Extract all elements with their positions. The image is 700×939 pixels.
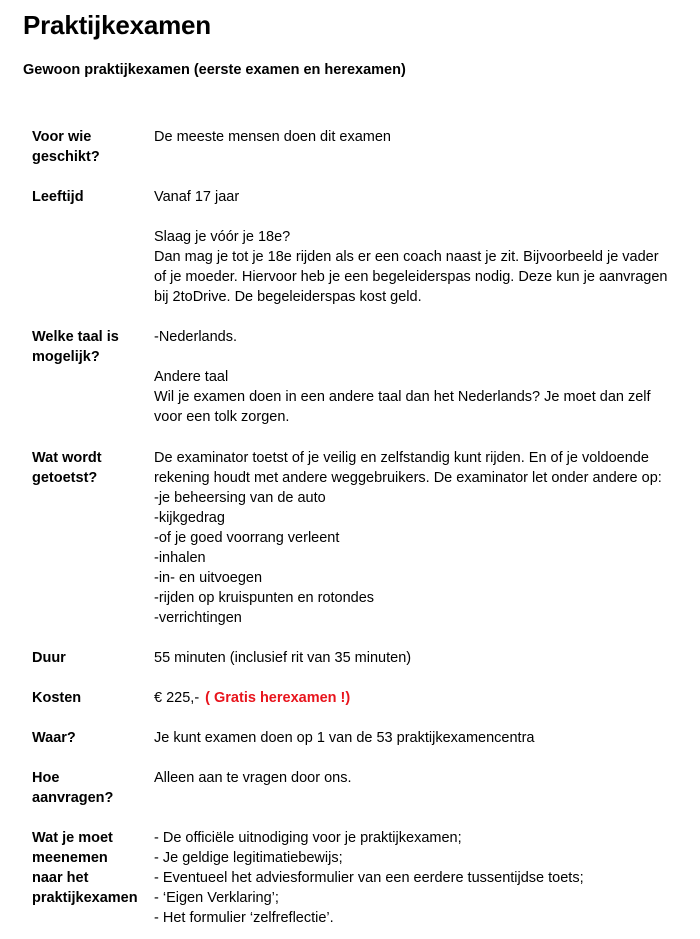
- label-line: Welke taal is: [32, 329, 119, 345]
- value-voor-wie: [154, 127, 694, 147]
- value-line: bij 2toDrive. De begeleiderspas kost geld.: [154, 289, 422, 305]
- value-line: -of je goed voorrang verleent: [154, 530, 340, 546]
- label-line: aanvragen?: [32, 790, 114, 806]
- value-line: -je beheersing van de auto: [154, 490, 326, 506]
- value-line: of je moeder. Hiervoor heb je een begeleiderspas nodig. Deze kun je aanvragen: [154, 269, 668, 285]
- value-line: rekening houdt met andere weggebruikers. De examinator let onder andere op:: [154, 470, 662, 486]
- label-leeftijd: [32, 187, 147, 207]
- label-kosten: [32, 688, 147, 708]
- value-line: Andere taal: [154, 369, 229, 385]
- value-aanvragen: [154, 768, 694, 788]
- value-line: -in- en uitvoegen: [154, 570, 263, 586]
- label-duur: [32, 648, 147, 668]
- value-line: Je kunt examen doen op 1 van de 53 praktijkexamencentra: [154, 730, 535, 746]
- value-line: De examinator toetst of je veilig en zelfstandig kunt rijden. En of je voldoende: [154, 450, 649, 466]
- value-line: Wil je examen doen in een andere taal dan het Nederlands? Je moet dan zelf: [154, 389, 651, 405]
- label-line: meenemen: [32, 850, 108, 866]
- label-line: Duur: [32, 650, 66, 666]
- leeftijd-note: [154, 227, 694, 307]
- page-subtitle: Gewoon praktijkexamen (eerste examen en herexamen): [23, 62, 406, 78]
- value-line: - Je geldige legitimatiebewijs;: [154, 850, 343, 866]
- label-voor-wie: [32, 127, 147, 167]
- label-line: Wat je moet: [32, 830, 113, 846]
- label-line: Voor wie: [32, 129, 92, 145]
- label-line: Leeftijd: [32, 189, 84, 205]
- value-line: Dan mag je tot je 18e rijden als er een coach naast je zit. Bijvoorbeeld je vader: [154, 249, 659, 265]
- value-duur: [154, 648, 694, 668]
- label-line: naar het: [32, 870, 89, 886]
- label-getoetst: [32, 448, 147, 488]
- taal-note: [154, 367, 694, 427]
- label-meenemen: [32, 828, 147, 908]
- gratis-herexamen-highlight: ( Gratis herexamen !): [205, 690, 351, 706]
- label-line: Hoe: [32, 770, 60, 786]
- value-line: voor een tolk zorgen.: [154, 409, 290, 425]
- value-line: Vanaf 17 jaar: [154, 189, 240, 205]
- value-getoetst: [154, 448, 694, 628]
- value-line: 55 minuten (inclusief rit van 35 minuten): [154, 650, 412, 666]
- value-line: -Nederlands.: [154, 329, 238, 345]
- label-line: Kosten: [32, 690, 82, 706]
- value-taal: [154, 327, 694, 427]
- value-line: -inhalen: [154, 550, 206, 566]
- value-leeftijd: [154, 187, 694, 307]
- label-line: getoetst?: [32, 470, 98, 486]
- value-waar: [154, 728, 694, 748]
- label-taal: [32, 327, 147, 367]
- value-line: Alleen aan te vragen door ons.: [154, 770, 352, 786]
- value-meenemen: [154, 828, 694, 928]
- label-line: Wat wordt: [32, 450, 102, 466]
- price-line: [154, 688, 694, 708]
- label-line: mogelijk?: [32, 349, 100, 365]
- label-waar: [32, 728, 147, 748]
- label-line: praktijkexamen: [32, 890, 138, 906]
- value-line: -rijden op kruispunten en rotondes: [154, 590, 375, 606]
- value-line: - De officiële uitnodiging voor je praktijkexamen;: [154, 830, 462, 846]
- value-line: -verrichtingen: [154, 610, 242, 626]
- label-line: Waar?: [32, 730, 76, 746]
- value-line: Slaag je vóór je 18e?: [154, 229, 291, 245]
- page-title: Praktijkexamen: [23, 10, 211, 40]
- value-kosten: [154, 688, 694, 708]
- price: € 225,-: [154, 690, 200, 706]
- value-line: - Het formulier ‘zelfreflectie’.: [154, 910, 334, 926]
- value-line: - Eventueel het adviesformulier van een eerdere tussentijdse toets;: [154, 870, 584, 886]
- value-line: De meeste mensen doen dit examen: [154, 129, 391, 145]
- value-line: - ‘Eigen Verklaring’;: [154, 890, 279, 906]
- value-line: -kijkgedrag: [154, 510, 225, 526]
- label-line: geschikt?: [32, 149, 100, 165]
- label-aanvragen: [32, 768, 147, 808]
